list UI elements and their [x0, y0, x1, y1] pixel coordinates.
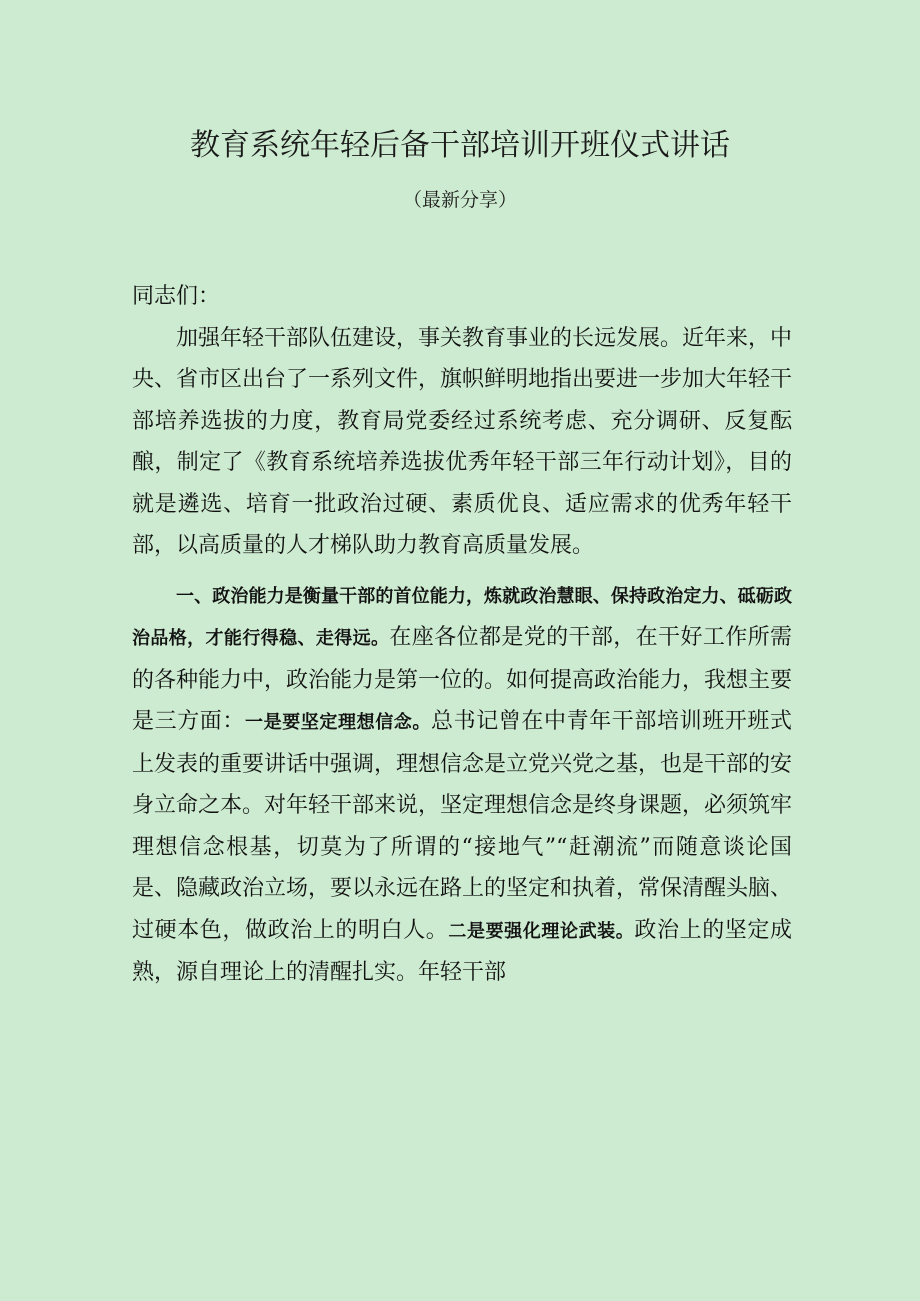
paragraph-text: 总书记曾在中青年干部培训班开班式上发表的重要讲话中强调，理想信念是立党兴党之基，也是干部的安身立命之本。对年轻干部来说，坚定理想信念是终身课题，必须筑牢理想信念根基，切莫为了所谓的“接地气”“赶潮流”而随意谈论国是、隐藏政治立场，要以永远在路上的坚定和执着，常保清醒头脑、过硬本色，做政治上的明白人。	[132, 709, 793, 943]
paragraph-intro: 加强年轻干部队伍建设，事关教育事业的长远发展。近年来，中央、省市区出台了一系列文件，旗帜鲜明地指出要进一步加大年轻干部培养选拔的力度，教育局党委经过系统考虑、充分调研、反复酝酿，制定了《教育系统培养选拔优秀年轻干部三年行动计划》，目的就是遴选、培育一批政治过硬、素质优良、适应需求的优秀年轻干部，以高质量的人才梯队助力教育高质量发展。	[132, 325, 793, 558]
paragraph-text: 在座各位都是党的干部，在干好工作所需的各种能力中，政治能力是第一位的。如何提高政治能力，我想主要是三方面：	[132, 625, 793, 734]
paragraph-political-ability	[132, 575, 792, 994]
point-heading-2: 二是要强化理论武装。	[448, 920, 635, 942]
paragraph-text: 政治上的坚定成熟，源自理论上的清醒扎实。年轻干部	[132, 917, 792, 985]
document-title: 教育系统年轻后备干部培训开班仪式讲话	[190, 128, 730, 163]
section-heading: 一、政治能力是衡量干部的首位能力，炼就政治慧眼、保持政治定力、砥砺政治品格，才能行得稳、走得远。	[132, 585, 792, 649]
document-subtitle: （最新分享）	[402, 189, 517, 211]
salutation: 同志们：	[132, 284, 221, 309]
document-body	[132, 276, 792, 994]
point-heading-1: 一是要坚定理想信念。	[245, 712, 431, 733]
